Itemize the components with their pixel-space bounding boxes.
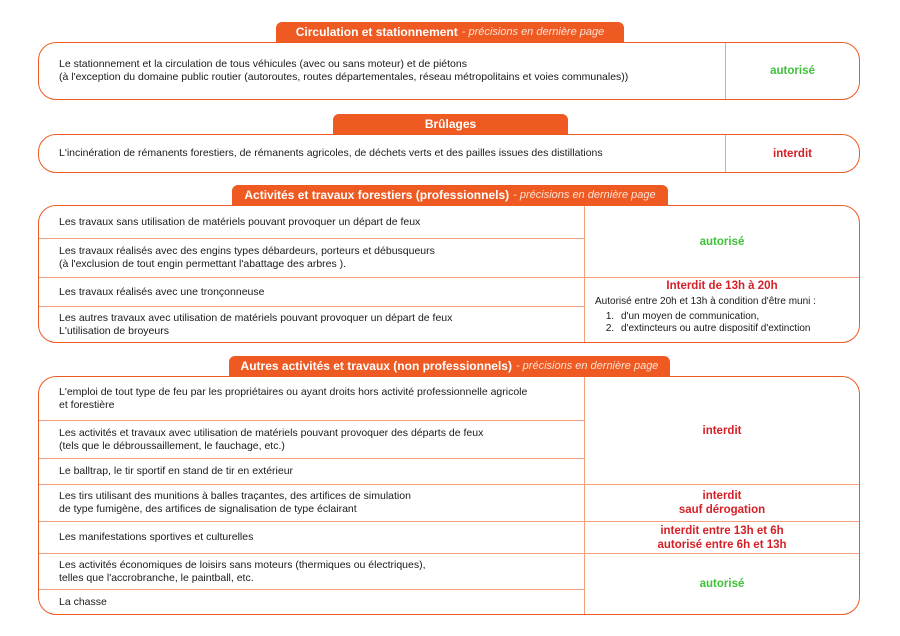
section-brulages-title [333, 114, 568, 134]
table-row: L'incinération de rémanents forestiers, de rémanents agricoles, de déchets verts et des pailles issues des distillations [59, 147, 603, 159]
status-badge: Interdit de 13h à 20h [666, 280, 778, 292]
status-badge: autorisé [699, 578, 745, 590]
table-row: Le stationnement et la circulation de tous véhicules (avec ou sans moteur) et de piétons (à l'exception du domaine public routier (autoroutes, routes départementales, réseau métropolitains et voies communales)) [59, 58, 629, 83]
table-row: La chasse [59, 595, 107, 608]
table-row: Les activités économiques de loisirs sans moteurs (thermiques ou électriques), telles que l'accrobranche, le paintball, etc. [59, 558, 426, 584]
section-non-pro-box [38, 376, 860, 615]
section-subtitle: - précisions en dernière page [513, 189, 656, 201]
section-forestiers-title [232, 185, 668, 205]
table-row: Les activités et travaux avec utilisation de matériels pouvant provoquer des départs de feux (tels que le débroussaillement, le fauchage, etc.) [59, 426, 484, 452]
status-badge: interdit sauf dérogation [678, 490, 766, 516]
section-non-pro-title [229, 356, 670, 376]
section-title: Activités et travaux forestiers (professionnels) [244, 188, 510, 202]
status-badge: autorisé [770, 65, 815, 77]
table-row: Le balltrap, le tir sportif en stand de tir en extérieur [59, 465, 294, 477]
section-brulages-box [38, 134, 860, 173]
section-circulation-title [276, 22, 624, 42]
table-row: Les travaux réalisés avec une tronçonneuse [59, 285, 265, 298]
section-subtitle: - précisions en dernière page [515, 360, 659, 372]
section-title: Autres activités et travaux (non professionnels) [240, 359, 512, 373]
list-item: 2. d'extincteurs ou autre dispositif d'extinction [617, 323, 855, 336]
table-row: Les travaux sans utilisation de matériels pouvant provoquer un départ de feux [59, 215, 421, 228]
section-circulation-box [38, 42, 860, 100]
section-title: Brûlages [424, 117, 477, 131]
status-badge: interdit entre 13h et 6h autorisé entre 6h et 13h [657, 524, 787, 551]
section-forestiers-box [38, 205, 860, 343]
table-row: L'emploi de tout type de feu par les propriétaires ou ayant droits hors activité professionnelle agricole et forestière [59, 385, 528, 411]
status-badge: interdit [702, 424, 742, 437]
list-item: 1. d'un moyen de communication, [617, 311, 855, 324]
conditions-note: Autorisé entre 20h et 13h à condition d'être muni : 1. d'un moyen de communication, 2. d'extincteurs ou autre dispositif d'extinction [595, 296, 855, 336]
table-row: Les travaux réalisés avec des engins types débardeurs, porteurs et débusqueurs (à l'exclusion de tout engin permettant l'abattage des arbres ). [59, 245, 435, 270]
section-title: Circulation et stationnement [295, 25, 458, 39]
table-row: Les manifestations sportives et culturelles [59, 531, 254, 543]
table-row: Les autres travaux avec utilisation de matériels pouvant provoquer un départ de feux L'utilisation de broyeurs [59, 311, 453, 337]
status-badge: autorisé [699, 235, 745, 248]
table-row: Les tirs utilisant des munitions à balles traçantes, des artifices de simulation de type fumigène, des artifices de signalisation de type éclairant [59, 490, 411, 515]
section-subtitle: - précisions en dernière page [461, 26, 605, 38]
status-badge: interdit [773, 147, 812, 160]
